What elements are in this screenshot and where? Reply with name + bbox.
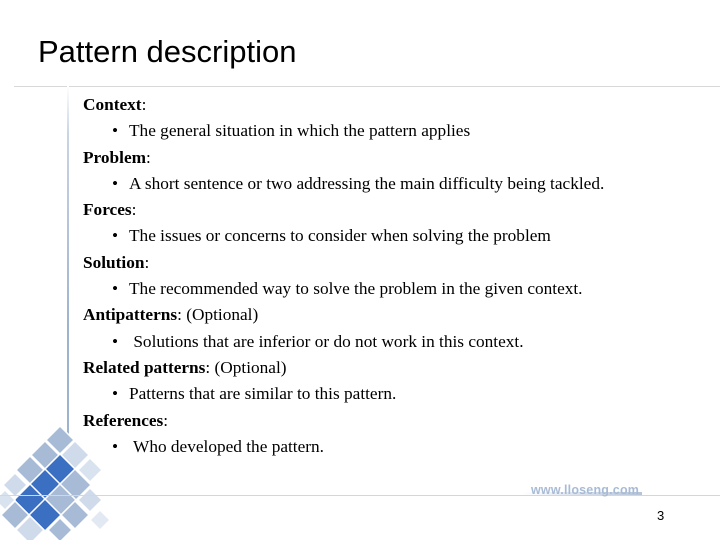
page-number: 3 <box>657 508 665 523</box>
section-heading <box>83 92 713 118</box>
bullet-text: Patterns that are similar to this pattern. <box>129 384 397 404</box>
section-heading <box>83 408 713 434</box>
section-suffix: : <box>141 95 147 114</box>
section-label: Context <box>83 95 142 114</box>
bullet-item <box>83 381 713 407</box>
section-label: Solution <box>83 252 145 272</box>
section-heading <box>83 355 713 381</box>
bullet-text: The recommended way to solve the problem in the given context. <box>129 279 583 299</box>
bullet-dot: • <box>112 121 119 141</box>
slide-title: Pattern description <box>38 34 297 69</box>
bullet-text: The general situation in which the pattern applies <box>129 121 471 141</box>
bullet-item <box>83 223 713 249</box>
section-label: References <box>83 410 164 430</box>
bullet-text: Solutions that are inferior or do not work in this context. <box>129 331 524 351</box>
section-suffix: : (Optional) <box>205 357 287 377</box>
bullet-item <box>83 118 713 144</box>
decorative-tile-mosaic <box>0 400 120 540</box>
bullet-dot: • <box>112 279 119 299</box>
bullet-item <box>83 434 713 460</box>
bullet-text: The issues or concerns to consider when solving the problem <box>129 226 551 246</box>
section-label: Forces <box>83 200 132 220</box>
bullet-text: A short sentence or two addressing the main difficulty being tackled. <box>129 173 605 193</box>
section-heading <box>83 145 713 171</box>
section-suffix: : (Optional) <box>177 305 259 325</box>
section-suffix: : <box>146 147 151 167</box>
website-url[interactable]: www.lloseng.com <box>531 483 640 497</box>
bullet-dot: • <box>112 226 119 246</box>
section-label: Antipatterns <box>83 305 178 325</box>
bullet-item <box>83 171 713 197</box>
section-suffix: : <box>163 410 169 430</box>
section-suffix: : <box>144 252 150 272</box>
section-heading <box>83 197 713 223</box>
bullet-dot: • <box>112 173 119 193</box>
bullet-dot: • <box>112 331 119 351</box>
mosaic-tile <box>90 510 110 530</box>
bullet-text: Who developed the pattern. <box>129 436 324 456</box>
section-suffix: : <box>131 200 137 220</box>
section-heading <box>83 302 713 328</box>
section-label: Problem <box>83 147 147 167</box>
section-heading <box>83 250 713 276</box>
bullet-item <box>83 276 713 302</box>
bullet-item <box>83 329 713 355</box>
content-body <box>83 92 713 460</box>
title-divider <box>14 86 720 87</box>
bullet-dot: • <box>112 436 119 456</box>
section-label: Related patterns <box>83 357 206 377</box>
bullet-dot: • <box>112 384 119 404</box>
